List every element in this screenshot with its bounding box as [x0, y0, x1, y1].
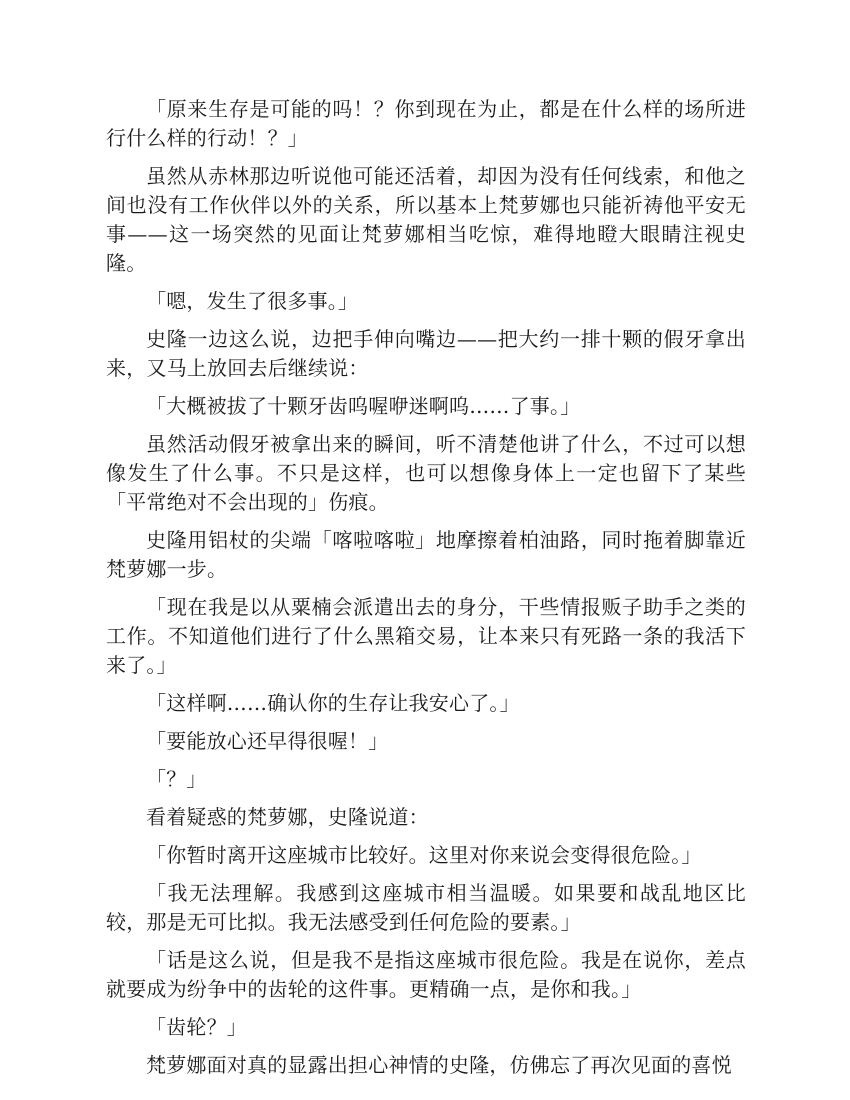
paragraph: 「？」 [146, 767, 207, 791]
paragraph: 看着疑惑的梵萝娜，史隆说道： [146, 805, 429, 829]
paragraph: 史隆一边这么说，边把手伸向嘴边——把大约一排十颗的假牙拿出来，又马上放回去后继续说： [106, 327, 746, 380]
paragraph: 「齿轮？」 [146, 1015, 247, 1039]
paragraph: 「这样啊……确认你的生存让我安心了。」 [146, 691, 520, 715]
paragraph: 「话是这么说，但是我不是指这座城市很危险。我是在说你，差点就要成为纷争中的齿轮的这件事。更精确一点，是你和我。」 [106, 948, 746, 1001]
paragraph: 虽然活动假牙被拿出来的瞬间，听不清楚他讲了什么，不过可以想像发生了什么事。不只是这样，也可以想像身体上一定也留下了某些「平常绝对不会出现的」伤痕。 [106, 432, 746, 514]
paragraph: 「原来生存是可能的吗！？你到现在为止，都是在什么样的场所进行什么样的行动！？」 [106, 97, 746, 150]
paragraph: 「你暂时离开这座城市比较好。这里对你来说会变得很危险。」 [146, 843, 702, 867]
paragraph: 「我无法理解。我感到这座城市相当温暖。如果要和战乱地区比较，那是无可比拟。我无法感受到任何危险的要素。」 [106, 881, 746, 934]
paragraph: 「要能放心还早得很喔！」 [146, 729, 389, 753]
paragraph: 梵萝娜面对真的显露出担心神情的史隆，仿佛忘了再次见面的喜悦 [146, 1053, 732, 1077]
paragraph: 「嗯，发生了很多事。」 [146, 289, 359, 313]
paragraph: 史隆用铝杖的尖端「喀啦喀啦」地摩擦着柏油路，同时拖着脚靠近梵萝娜一步。 [106, 528, 746, 581]
paragraph: 虽然从赤林那边听说他可能还活着，却因为没有任何线索，和他之间也没有工作伙伴以外的关系，所以基本上梵萝娜也只能祈祷他平安无事——这一场突然的见面让梵萝娜相当吃惊，难得地瞪大眼睛注视史隆。 [106, 164, 746, 275]
paragraph: 「大概被拔了十颗牙齿呜喔咿迷啊呜……了事。」 [146, 394, 581, 418]
paragraph: 「现在我是以从粟楠会派遣出去的身分，干些情报贩子助手之类的工作。不知道他们进行了什么黑箱交易，让本来只有死路一条的我活下来了。」 [106, 595, 746, 677]
document-page [106, 95, 746, 1089]
